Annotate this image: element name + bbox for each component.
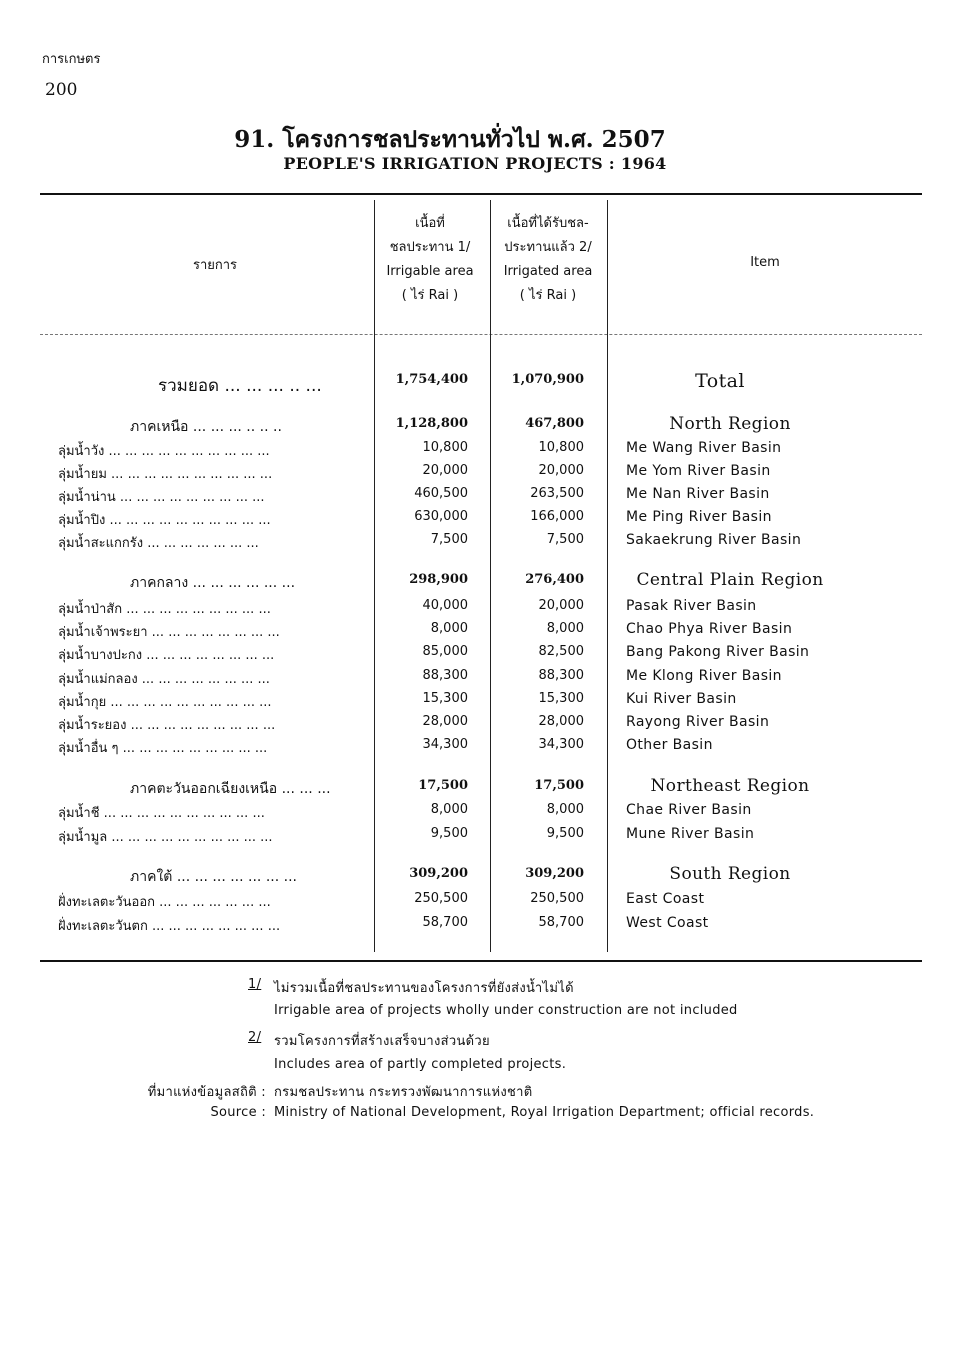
table-row bbox=[0, 737, 966, 759]
row-label-english: Me Ping River Basin bbox=[626, 509, 772, 525]
table-row bbox=[0, 463, 966, 485]
row-irrigable: 40,000 bbox=[422, 598, 468, 613]
row-irrigable: 8,000 bbox=[430, 621, 468, 636]
footnote-1-english: Irrigable area of projects wholly under construction are not included bbox=[274, 1003, 738, 1018]
row-irrigable: 298,900 bbox=[409, 572, 468, 587]
footnote-2-english: Includes area of partly completed projects. bbox=[274, 1057, 567, 1072]
table-row bbox=[0, 509, 966, 531]
row-irrigated: 82,500 bbox=[538, 644, 584, 659]
total-irrigable: 1,754,400 bbox=[395, 372, 468, 387]
row-label-thai: ภาคตะวันออกเฉียงเหนือ ... ... ... bbox=[130, 781, 331, 797]
row-irrigable: 20,000 bbox=[422, 463, 468, 478]
total-row bbox=[0, 372, 966, 394]
top-rule bbox=[40, 193, 922, 195]
table-row bbox=[0, 644, 966, 666]
row-irrigated: 8,000 bbox=[546, 621, 584, 636]
row-label-thai: ลุ่มน้ำยม ... ... ... ... ... ... ... ... ... ... bbox=[58, 467, 273, 482]
row-label-thai: ลุ่มน้ำปิง ... ... ... ... ... ... ... ... ... ... bbox=[58, 513, 271, 528]
table-row bbox=[0, 621, 966, 643]
row-irrigable: 460,500 bbox=[414, 486, 468, 501]
region-row bbox=[0, 778, 966, 800]
row-label-english: Central Plain Region bbox=[636, 570, 824, 590]
header-item-english: Item bbox=[750, 255, 780, 270]
row-label-english: West Coast bbox=[626, 915, 709, 931]
row-irrigated: 7,500 bbox=[546, 532, 584, 547]
table-row bbox=[0, 691, 966, 713]
row-irrigated: 28,000 bbox=[538, 714, 584, 729]
row-label-english: Rayong River Basin bbox=[626, 714, 770, 730]
table-row bbox=[0, 802, 966, 824]
header-irrigated-unit: ( ไร่ Rai ) bbox=[519, 288, 577, 303]
row-irrigated: 8,000 bbox=[546, 802, 584, 817]
row-label-english: Mune River Basin bbox=[626, 826, 755, 842]
footnote-1-marker: 1/ bbox=[248, 977, 262, 992]
row-irrigated: 20,000 bbox=[538, 598, 584, 613]
table-row bbox=[0, 915, 966, 937]
row-label-english: South Region bbox=[669, 864, 791, 884]
row-irrigated: 34,300 bbox=[538, 737, 584, 752]
row-label-thai: ลุ่มน้ำบางปะกง ... ... ... ... ... ... ... ... bbox=[58, 648, 275, 663]
row-irrigable: 630,000 bbox=[414, 509, 468, 524]
row-label-english: Kui River Basin bbox=[626, 691, 737, 707]
row-irrigable: 10,800 bbox=[422, 440, 468, 455]
table-row bbox=[0, 826, 966, 848]
row-irrigated: 250,500 bbox=[530, 891, 584, 906]
footnote-2-thai: รวมโครงการที่สร้างเสร็จบางส่วนด้วย bbox=[274, 1034, 490, 1049]
row-irrigable: 7,500 bbox=[430, 532, 468, 547]
row-irrigated: 58,700 bbox=[538, 915, 584, 930]
row-label-english: Me Yom River Basin bbox=[626, 463, 771, 479]
table-row bbox=[0, 486, 966, 508]
row-irrigated: 309,200 bbox=[525, 866, 584, 881]
header-item-thai: รายการ bbox=[192, 258, 238, 273]
row-label-thai: ลุ่มน้ำอื่น ๆ ... ... ... ... ... ... ... ... ... bbox=[58, 741, 268, 756]
row-label-english: Northeast Region bbox=[650, 776, 810, 796]
row-label-english: Me Klong River Basin bbox=[626, 668, 782, 684]
total-label-thai: รวมยอด ... ... ... .. ... bbox=[158, 376, 322, 396]
table-row bbox=[0, 440, 966, 462]
header-irrigable-th-1: เนื้อที่ bbox=[415, 216, 445, 231]
row-irrigated: 467,800 bbox=[525, 416, 584, 431]
row-irrigable: 9,500 bbox=[430, 826, 468, 841]
row-label-thai: ลุ่มน้ำแม่กลอง ... ... ... ... ... ... ... ... bbox=[58, 672, 270, 687]
source-english-label: Source : bbox=[210, 1105, 266, 1120]
header-dashed-rule bbox=[40, 334, 922, 335]
running-head: การเกษตร bbox=[42, 52, 101, 67]
row-label-english: East Coast bbox=[626, 891, 705, 907]
footnote-2-marker: 2/ bbox=[248, 1030, 262, 1045]
row-label-english: Sakaekrung River Basin bbox=[626, 532, 802, 548]
header-irrigated-th-2: ประทานแล้ว 2/ bbox=[504, 240, 592, 255]
row-irrigated: 20,000 bbox=[538, 463, 584, 478]
row-irrigated: 88,300 bbox=[538, 668, 584, 683]
row-label-thai: ลุ่มน้ำชี ... ... ... ... ... ... ... ... ... ... bbox=[58, 806, 265, 821]
row-label-thai: ลุ่มน้ำเจ้าพระยา ... ... ... ... ... ... ... ... bbox=[58, 625, 280, 640]
row-label-thai: ลุ่มน้ำระยอง ... ... ... ... ... ... ... ... ... bbox=[58, 718, 276, 733]
row-label-english: Chae River Basin bbox=[626, 802, 752, 818]
bottom-rule bbox=[40, 960, 922, 962]
row-label-thai: ลุ่มน้ำกุย ... ... ... ... ... ... ... ... ... ... bbox=[58, 695, 272, 710]
row-label-english: North Region bbox=[669, 414, 791, 434]
region-row bbox=[0, 416, 966, 438]
row-label-thai: ลุ่มน้ำมูล ... ... ... ... ... ... ... ... ... ... bbox=[58, 830, 273, 845]
table-row bbox=[0, 891, 966, 913]
source-english: Ministry of National Development, Royal Irrigation Department; official records. bbox=[274, 1105, 815, 1120]
source-thai-label: ที่มาแห่งข้อมูลสถิติ : bbox=[147, 1085, 266, 1100]
row-irrigated: 276,400 bbox=[525, 572, 584, 587]
row-label-english: Bang Pakong River Basin bbox=[626, 644, 810, 660]
row-irrigated: 166,000 bbox=[530, 509, 584, 524]
table-title-english: PEOPLE'S IRRIGATION PROJECTS : 1964 bbox=[283, 154, 667, 173]
row-label-thai: ภาคเหนือ ... ... ... .. .. .. bbox=[130, 419, 282, 435]
header-irrigable-en: Irrigable area bbox=[386, 264, 474, 279]
table-row bbox=[0, 714, 966, 736]
row-label-thai: ภาคใต้ ... ... ... ... ... ... ... bbox=[130, 869, 297, 885]
row-irrigable: 28,000 bbox=[422, 714, 468, 729]
row-label-thai: ภาคกลาง ... ... ... ... ... ... bbox=[130, 575, 296, 591]
table-row bbox=[0, 668, 966, 690]
footnote-1-thai: ไม่รวมเนื้อที่ชลประทานของโครงการที่ยังส่งน้ำไม่ได้ bbox=[274, 981, 574, 996]
row-label-thai: ลุ่มน้ำสะแกกรัง ... ... ... ... ... ... ... bbox=[58, 536, 259, 551]
header-irrigated bbox=[492, 212, 604, 308]
row-label-english: Other Basin bbox=[626, 737, 713, 753]
row-irrigable: 88,300 bbox=[422, 668, 468, 683]
row-label-thai: ลุ่มน้ำป่าสัก ... ... ... ... ... ... ... ... ... bbox=[58, 602, 271, 617]
header-irrigated-th-1: เนื้อที่ได้รับชล- bbox=[507, 216, 589, 231]
header-irrigated-en: Irrigated area bbox=[503, 264, 593, 279]
row-irrigated: 17,500 bbox=[534, 778, 584, 793]
source-thai: กรมชลประทาน กระทรวงพัฒนาการแห่งชาติ bbox=[274, 1085, 533, 1100]
row-label-english: Me Nan River Basin bbox=[626, 486, 770, 502]
row-irrigable: 34,300 bbox=[422, 737, 468, 752]
total-label-english: Total bbox=[695, 370, 745, 392]
header-irrigable bbox=[375, 212, 485, 308]
region-row bbox=[0, 572, 966, 594]
row-irrigable: 17,500 bbox=[418, 778, 468, 793]
page-number: 200 bbox=[45, 80, 78, 100]
header-irrigable-unit: ( ไร่ Rai ) bbox=[401, 288, 459, 303]
row-irrigable: 8,000 bbox=[430, 802, 468, 817]
row-irrigable: 250,500 bbox=[414, 891, 468, 906]
row-label-thai: ลุ่มน้ำน่าน ... ... ... ... ... ... ... ... ... bbox=[58, 490, 265, 505]
row-irrigable: 85,000 bbox=[422, 644, 468, 659]
row-irrigated: 9,500 bbox=[546, 826, 584, 841]
row-label-thai: ฝั่งทะเลตะวันออก ... ... ... ... ... ... ... bbox=[58, 895, 271, 910]
table-row bbox=[0, 598, 966, 620]
row-irrigable: 15,300 bbox=[422, 691, 468, 706]
row-irrigable: 309,200 bbox=[409, 866, 468, 881]
table-row bbox=[0, 532, 966, 554]
row-irrigable: 58,700 bbox=[422, 915, 468, 930]
row-label-english: Me Wang River Basin bbox=[626, 440, 782, 456]
row-label-thai: ฝั่งทะเลตะวันตก ... ... ... ... ... ... ... ... bbox=[58, 919, 281, 934]
total-irrigated: 1,070,900 bbox=[511, 372, 584, 387]
region-row bbox=[0, 866, 966, 888]
row-irrigated: 15,300 bbox=[538, 691, 584, 706]
table-title-thai: 91. โครงการชลประทานทั่วไป พ.ศ. 2507 bbox=[234, 126, 666, 153]
row-irrigated: 263,500 bbox=[530, 486, 584, 501]
row-irrigable: 1,128,800 bbox=[395, 416, 468, 431]
row-label-english: Chao Phya River Basin bbox=[626, 621, 793, 637]
header-irrigable-th-2: ชลประทาน 1/ bbox=[389, 240, 471, 255]
row-label-english: Pasak River Basin bbox=[626, 598, 757, 614]
row-irrigated: 10,800 bbox=[538, 440, 584, 455]
row-label-thai: ลุ่มน้ำวัง ... ... ... ... ... ... ... ... ... ... bbox=[58, 444, 270, 459]
